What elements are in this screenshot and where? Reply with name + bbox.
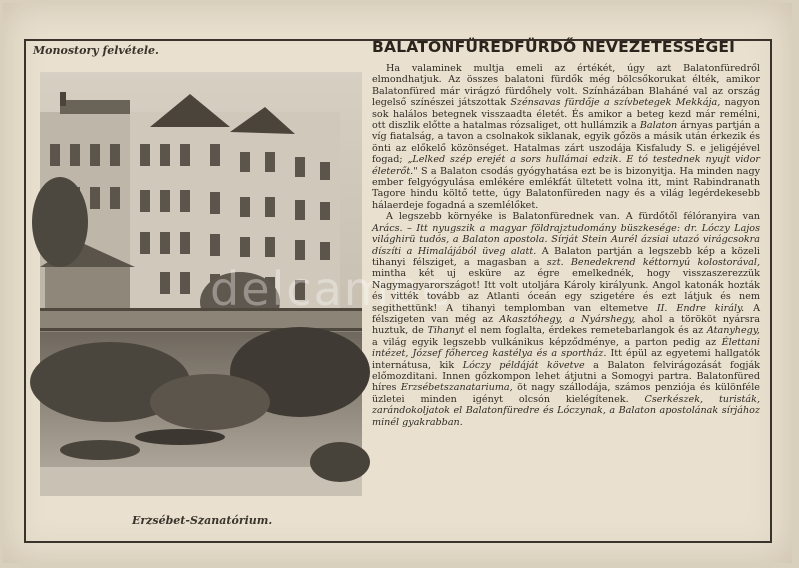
italic-text-run: Akasztóhegy, a Nyárshegy, — [499, 313, 636, 325]
text-run: A legszebb környéke is Balatonfürednek van. A fürdőtől félóranyira van — [386, 211, 760, 223]
text-run: Itt épül az egyetemi hallgatók internátusa, kik — [372, 348, 760, 371]
italic-text-run: Arács. – Itt nyugszik a magyar földrajztudomány büszkesége: dr. Lóczy Lajos világhirü tudós, a Balaton apostola. Sírját Stein Aurél ázsiai utazó virágcsokra díszíti a Himalájából üveg alatt. — [372, 222, 760, 257]
italic-text-run: Lóczy példáját követve — [462, 359, 585, 371]
text-run: öt nagy szállodája, számos penziója és különféle üzletei minden igényt olcsón kielégítenek. — [372, 382, 760, 405]
text-run: A félszigeten van még az — [372, 302, 760, 325]
text-run: nagyon sok halálos betegnek visszaadta életét. És amikor a beteg kezd már remélni, ott diszlik előtte a hatalmas rózsaliget, ott hullámzik a — [372, 97, 760, 132]
italic-text-run: Tihanyt — [427, 325, 465, 337]
italic-text-run: Élettani intézet, József főherceg kastélya és a sportház. — [372, 336, 760, 360]
italic-text-run: Cserkészek, turisták, zarándokoljatok el Balatonfüredre és Lóczynak, a Balaton apostolának sírjához minél gyakrabban. — [372, 393, 760, 428]
photographer-caption: Monostory felvétele. — [33, 44, 159, 57]
text-run: a világ egyik legszebb vulkánikus képződménye, a parton pedig az — [372, 336, 722, 348]
article-body — [372, 63, 760, 533]
italic-text-run: szt. Benedekrend kéttornyú kolostorával, — [546, 256, 760, 268]
italic-text-run: „Lelked szép erejét a sors hullámai edzik. E tó testednek nyujt vidor életerőt." — [372, 154, 760, 177]
text-run: el nem foglalta, érdekes remetebarlangok és az — [464, 325, 707, 337]
page-title: BALATONFÜREDFÜRDŐ NEVEZETESSÉGEI — [372, 38, 736, 56]
italic-text-run: Balaton — [639, 120, 678, 132]
text-run: A Balaton partján a legszebb kép a közeli tihanyi félsziget, a magasban a — [372, 245, 760, 268]
paragraph-1 — [372, 63, 760, 211]
text-run: Ha valaminek multja emeli az értékét, úgy azt Balatonfüredről elmondhatjuk. Az összes balatoni fürdők még bölcsőkorukat élték, amikor Balatonfüred már virágzó fürdőhely volt. Színházában Blaháné val az ország legelső színészei játszottak — [372, 63, 760, 109]
watermark: delcampe — [210, 262, 453, 316]
italic-text-run: Szénsavas fürdője a szívbetegek Mekkája, — [510, 97, 721, 109]
photo-caption: Erzsébet-Szanatórium. — [132, 514, 273, 527]
paragraph-2 — [372, 211, 760, 428]
text-run: S a Balaton csodás gyógyhatása ezt be is bizonyitja. Ha minden nagy ember felgyógyulása emlékére emlékfát ültetett volna itt, mint Rabindranath Tagore hindu költő tette, úgy Balatonfüreden nagy és a világ legérdekesebb hálaerdeje fogadná a szemlélőket. — [372, 165, 760, 211]
text-run: mintha két uj esküre az égre emelkednék, hogy visszaszerezzük Nagymagyarországot! Itt volt utoljára Károly királyunk. Angol katonák hozták és vitték tovább az Atlanti óceán egy szigetére és ezt látjuk és nem segithettünk! A tihanyi templomban van eltemetve — [372, 268, 760, 314]
text-run: ahol a törököt nyársra huztuk, de — [372, 313, 760, 337]
italic-text-run: Erzsébetszanatariuma, — [400, 382, 513, 394]
italic-text-run: II. Endre király. — [656, 302, 745, 314]
text-run: a Balaton felvirágozását fogják előmozditani. Innen gőzkompon lehet átjutni a Somogyi partra. Balatonfüred híres — [372, 359, 760, 394]
text-run: árnyas partján a víg fiatalság, a tavon a csolnakok siklanak, egyik gőzös a másik után érkezik és önti az előkelő közönséget. Hatalmas zárt uszodája Kisfaludy S. e jeligéjével fogad; — [372, 120, 760, 166]
italic-text-run: Atanyhegy, — [706, 325, 760, 337]
